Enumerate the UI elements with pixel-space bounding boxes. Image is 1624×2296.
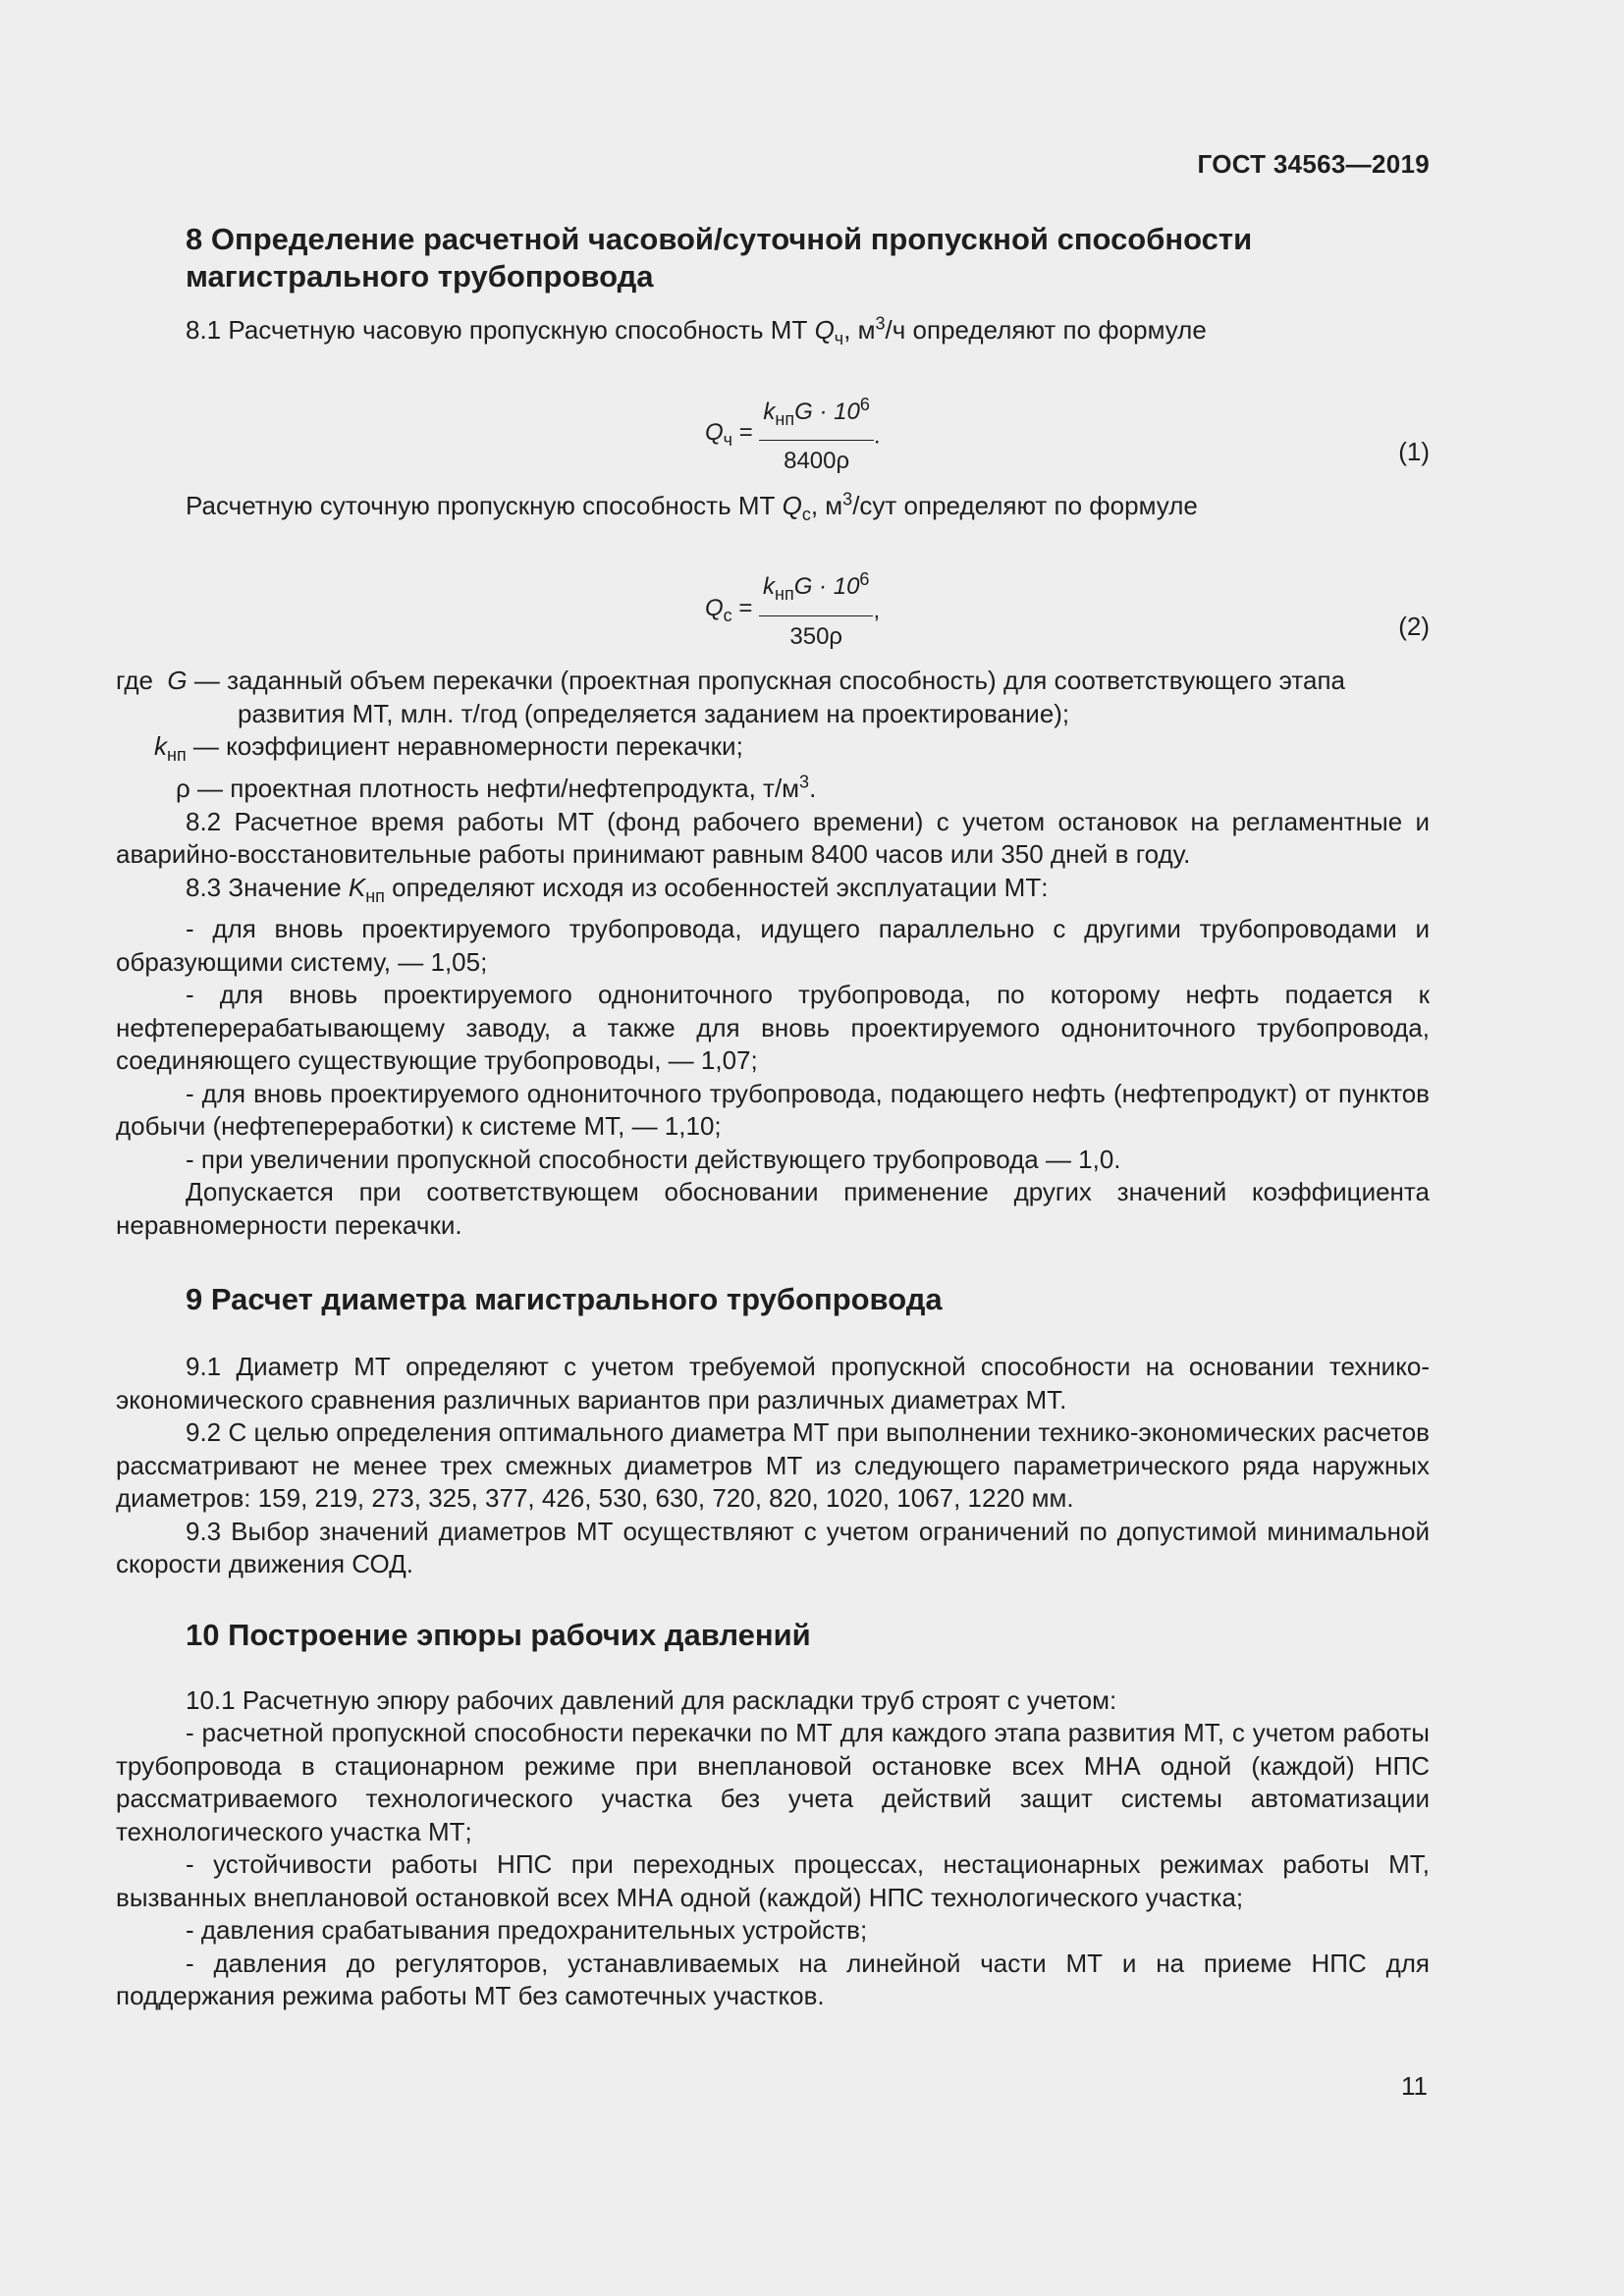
exponent: 3 [799, 772, 810, 792]
subscript: нп [167, 745, 187, 766]
unit: /ч [885, 315, 906, 345]
variable-definitions [116, 665, 1430, 805]
subscript: с [801, 504, 811, 524]
punctuation: , [873, 597, 881, 624]
def-k [116, 730, 1430, 773]
paragraph-8-1 [116, 314, 1430, 356]
subscript: нп [365, 885, 385, 906]
symbol: G [167, 666, 188, 696]
list-item: - при увеличении пропускной способности действующего трубопровода — 1,0. [186, 1144, 1121, 1174]
coef: k [763, 398, 776, 425]
subscript: ч [834, 329, 844, 349]
coef: k [763, 573, 776, 601]
numerator-rest: G · 10 [793, 573, 860, 601]
formula-number: (2) [1398, 612, 1430, 642]
formula-lhs: Q [705, 594, 724, 621]
formula-lhs-sub: с [723, 605, 732, 625]
numerator-exp: 6 [859, 569, 870, 590]
text: — коэффициент неравномерности перекачки; [186, 731, 743, 762]
numerator [759, 396, 873, 441]
symbol: K [348, 872, 366, 902]
text: 8.1 Расчетную часовую пропускную способность МТ [186, 315, 815, 345]
text: Расчетную суточную пропускную способность МТ [186, 490, 783, 520]
denominator: 350ρ [789, 622, 843, 650]
formula-lhs-sub: ч [723, 429, 733, 450]
symbol-q: Q [782, 490, 802, 520]
unit: , м [810, 490, 843, 520]
numerator-rest: G · 10 [794, 398, 860, 425]
text: определяют исходя из особенностей эксплуатации МТ: [384, 872, 1049, 902]
unit: /сут [852, 490, 897, 520]
formula-1 [116, 356, 1430, 504]
equation: $Q_с$ = $\frac{k_{нп}G \cdot 10^6}{350\rho}$ , [705, 570, 880, 653]
formula-lhs: Q [705, 418, 724, 446]
fraction [759, 396, 873, 478]
formula-2 [116, 531, 1430, 678]
list-item: - устойчивости работы НПС при переходных процессах, нестационарных режимах работы МТ, вызванных внеплановой остановкой всех МНА одной (каждой) НПС технологического участка; [116, 1849, 1430, 1912]
paragraph-8-2: 8.2 Расчетное время работы МТ (фонд рабочего времени) с учетом остановок на регламентные и аварийно-восстановительные работы принимают равным 8400 часов или 350 дней в году. [116, 806, 1430, 870]
denominator: 8400ρ [784, 447, 850, 474]
equation: $Q_ч$ = $\frac{k_{нп}G \cdot 10^6}{8400\rho}$ . [705, 396, 881, 478]
text: — проектная плотность нефти/нефтепродукта, т/м [189, 774, 800, 804]
punctuation: . [873, 421, 881, 449]
text: — заданный объем перекачки (проектная пропускная способность) для соответствующего этапа [187, 666, 1345, 696]
unit: , м [843, 315, 876, 345]
page-content [116, 221, 1430, 2013]
text: где [116, 666, 168, 696]
symbol: ρ [176, 774, 190, 804]
exponent: 3 [842, 489, 853, 509]
symbol-q: Q [814, 315, 835, 345]
paragraph-9-1: 9.1 Диаметр МТ определяют с учетом требуемой пропускной способности на основании технико-экономического сравнения различных вариантов при различных диаметрах МТ. [116, 1352, 1430, 1415]
numerator [759, 570, 873, 615]
fraction [759, 570, 873, 653]
page-number: 11 [1401, 2071, 1428, 2101]
list-item: - расчетной пропускной способности перекачки по МТ для каждого этапа развития МТ, с учетом работы трубопровода в стационарном режиме при внеплановой остановке всех МНА одной (каждой) НПС рассматриваемого технологического участка без учета действий защит системы автоматизации технологического участка МТ; [116, 1718, 1430, 1846]
list-item: - давления до регуляторов, устанавливаемых на линейной части МТ и на приеме НПС для поддержания режима работы МТ без самотечных участков. [116, 1948, 1430, 2011]
text: 8.3 Значение [186, 872, 349, 902]
list-item: - давления срабатывания предохранительных устройств; [186, 1915, 868, 1946]
exponent: 3 [875, 313, 886, 334]
text: . [809, 774, 817, 804]
text: определяют по формуле [905, 315, 1207, 345]
list-item: - для вновь проектируемого однониточного трубопровода, подающего нефть (нефтепродукт) от пунктов добычи (нефтепереработки) к системе МТ, — 1,10; [116, 1078, 1430, 1142]
paragraph-8-3 [116, 872, 1430, 914]
paragraph-10-1: 10.1 Расчетную эпюру рабочих давлений для раскладки труб строят с учетом: [186, 1684, 1117, 1715]
def-rho [116, 773, 1430, 806]
def-g [116, 665, 1430, 698]
symbol: k [154, 731, 167, 762]
section-8-title: 8 Определение расчетной часовой/суточной пропускной способности магистрального трубопровода [186, 222, 1253, 294]
paragraph-9-2: 9.2 С целью определения оптимального диаметра МТ при выполнении технико-экономических расчетов рассматривают не менее трех смежных диаметров МТ из следующего параметрического ряда наружных диаметров: 159, 219, 273, 325, 377, 426, 530, 630, 720, 820, 1020, 1067, 1220 мм. [116, 1417, 1430, 1514]
list-item: - для вновь проектируемого трубопровода, идущего параллельно с другими трубопроводами и образующими систему, — 1,05; [116, 914, 1430, 977]
paragraph-9-3: 9.3 Выбор значений диаметров МТ осуществляют с учетом ограничений по допустимой минимальной скорости движения СОД. [116, 1516, 1430, 1579]
def-g-cont: развития МТ, млн. т/год (определяется заданием на проектирование); [238, 698, 1070, 728]
numerator-exp: 6 [859, 394, 870, 414]
text: определяют по формуле [896, 490, 1198, 520]
section-10-title: 10 Построение эпюры рабочих давлений [186, 1617, 811, 1652]
list-item: - для вновь проектируемого однониточного трубопровода, по которому нефть подается к нефтеперерабатывающему заводу, а также для вновь проектируемого однониточного трубопровода, соединяющего существующие трубопроводы, — 1,07; [116, 980, 1430, 1076]
section-9-title: 9 Расчет диаметра магистрального трубопровода [186, 1282, 943, 1317]
standard-code: ГОСТ 34563—2019 [1197, 149, 1430, 179]
paragraph-allowed: Допускается при соответствующем обосновании применение других значений коэффициента неравномерности перекачки. [116, 1177, 1430, 1240]
formula-number: (1) [1398, 436, 1430, 466]
coef-sub: нп [775, 408, 795, 429]
coef-sub: нп [775, 584, 794, 605]
